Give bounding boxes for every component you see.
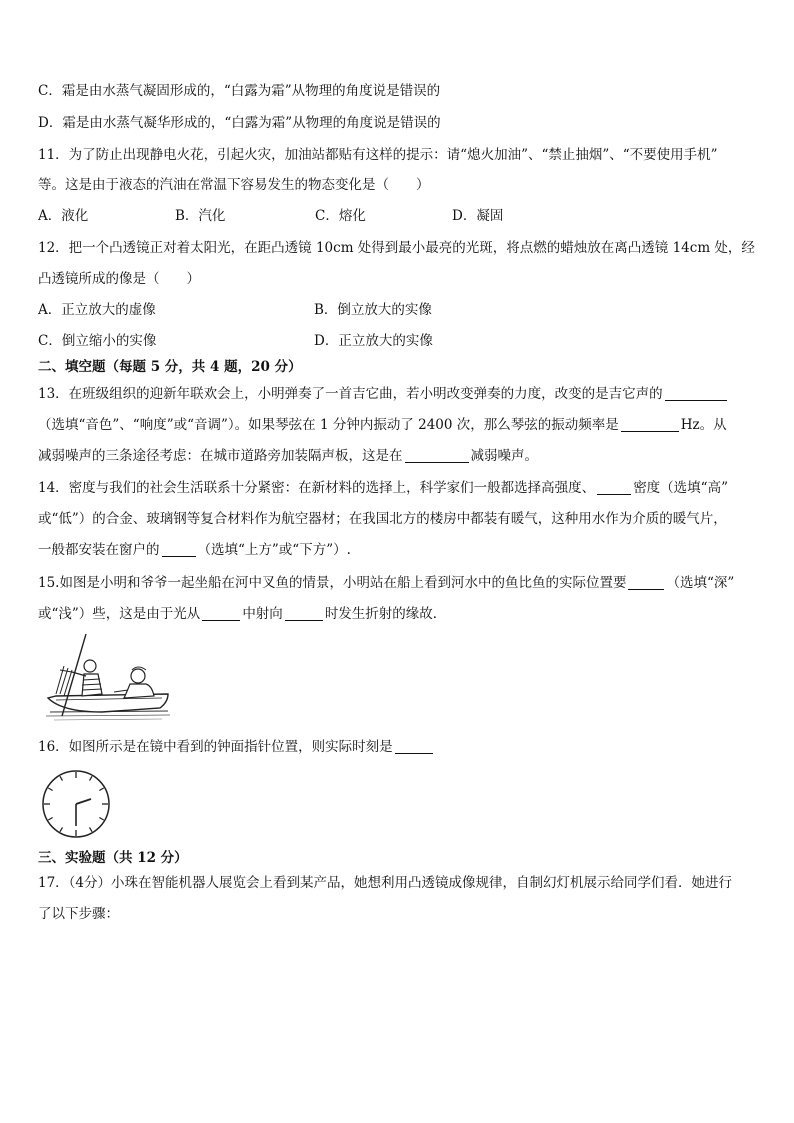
q12-option-d: D．正立放大的实像 [314, 333, 433, 349]
q14-text-2: 密度（选填“高” [633, 480, 728, 496]
q13-text-4: 减弱噪声的三条途径考虑：在城市道路旁加装隔声板，这是在 [38, 448, 403, 464]
q15-text-4: 中射向 [242, 606, 283, 622]
q14-text-4: （选填“上方”或“下方”）. [197, 542, 351, 558]
mirror-clock-face [40, 768, 112, 840]
q13-answer-blank-1[interactable] [665, 385, 727, 401]
q13-line2 [38, 415, 758, 435]
section2-title: 二、填空题（每题 5 分，共 4 题，20 分） [38, 359, 302, 375]
q13-answer-blank-3[interactable] [405, 447, 469, 463]
q17-line1: 17．（4分）小珠在智能机器人展览会上看到某产品，她想利用凸透镜成像规律，自制幻灯机展示给同学们看．她进行 [38, 875, 733, 891]
q10-option-c: C．霜是由水蒸气凝固形成的，“白露为霜”从物理的角度说是错误的 [38, 83, 441, 99]
q15-text-3: 或“浅”）些，这是由于光从 [38, 606, 201, 622]
q11-option-d: D．凝固 [452, 208, 504, 224]
q11-option-a: A．液化 [38, 208, 89, 224]
q14-line2: 或“低”）的合金、玻璃钢等复合材料作为航空器材；在我国北方的楼房中都装有暖气，这种用水作为介质的暖气片， [38, 511, 727, 527]
q13-text-3: Hz。从 [680, 417, 727, 433]
q10-option-d: D．霜是由水蒸气凝华形成的，“白露为霜”从物理的角度说是错误的 [38, 115, 441, 131]
fishing-boat-illustration [42, 632, 174, 724]
q16-line [38, 737, 758, 757]
q13-answer-blank-2[interactable] [621, 416, 679, 432]
q14-line1 [38, 478, 758, 498]
q11-option-b: B．汽化 [175, 208, 226, 224]
q14-line3 [38, 540, 758, 560]
q12-option-b: B．倒立放大的实像 [314, 302, 432, 318]
q15-line2 [38, 604, 758, 624]
q15-answer-blank-3[interactable] [285, 605, 323, 621]
q12-options-row2 [38, 331, 758, 351]
q11-stem-line1: 11．为了防止出现静电火花，引起火灾，加油站都贴有这样的提示：请“熄火加油”、“禁止抽烟”、“不要使用手机” [38, 147, 718, 163]
q13-line3 [38, 446, 758, 466]
q15-text-1: 15.如图是小明和爷爷一起坐船在河中叉鱼的情景，小明站在船上看到河水中的鱼比鱼的实际位置要 [38, 575, 627, 591]
q14-answer-blank-1[interactable] [597, 479, 631, 495]
q13-text-2: （选填“音色”、“响度”或“音调”）。如果琴弦在 1 分钟内振动了 2400 次，那么琴弦的振动频率是 [38, 417, 619, 433]
q15-text-2: （选填“深” [666, 575, 735, 591]
q15-line1 [38, 573, 758, 593]
q12-options-row1 [38, 300, 758, 320]
q14-text-3: 一般都安装在窗户的 [38, 542, 160, 558]
q12-option-a: A．正立放大的虚像 [38, 302, 156, 318]
q16-answer-blank[interactable] [395, 738, 433, 754]
q13-text-1: 13．在班级组织的迎新年联欢会上，小明弹奏了一首吉它曲，若小明改变弹奏的力度，改变的是吉它声的 [38, 386, 663, 402]
q16-text: 16．如图所示是在镜中看到的钟面指针位置，则实际时刻是 [38, 739, 393, 755]
q15-answer-blank-2[interactable] [202, 605, 240, 621]
q13-line1 [38, 384, 758, 404]
q12-stem-line1: 12．把一个凸透镜正对着太阳光，在距凸透镜 10cm 处得到最小最亮的光斑，将点燃的蜡烛放在离凸透镜 14cm 处，经 [38, 240, 755, 256]
q12-stem-line2: 凸透镜所成的像是（ ） [38, 271, 200, 287]
q17-line2: 了以下步骤： [38, 906, 119, 922]
section3-title: 三、实验题（共 12 分） [38, 850, 188, 866]
q13-text-5: 减弱噪声。 [470, 448, 538, 464]
q14-answer-blank-2[interactable] [162, 541, 196, 557]
q14-text-1: 14．密度与我们的社会生活联系十分紧密：在新材料的选择上，科学家们一般都选择高强度、 [38, 480, 596, 496]
q11-stem-line2: 等。这是由于液态的汽油在常温下容易发生的物态变化是（ ） [38, 177, 430, 193]
q15-answer-blank-1[interactable] [628, 574, 664, 590]
q11-options [38, 206, 758, 226]
q15-text-5: 时发生折射的缘故． [324, 606, 447, 622]
q12-option-c: C．倒立缩小的实像 [38, 333, 157, 349]
q11-option-c: C．熔化 [315, 208, 366, 224]
